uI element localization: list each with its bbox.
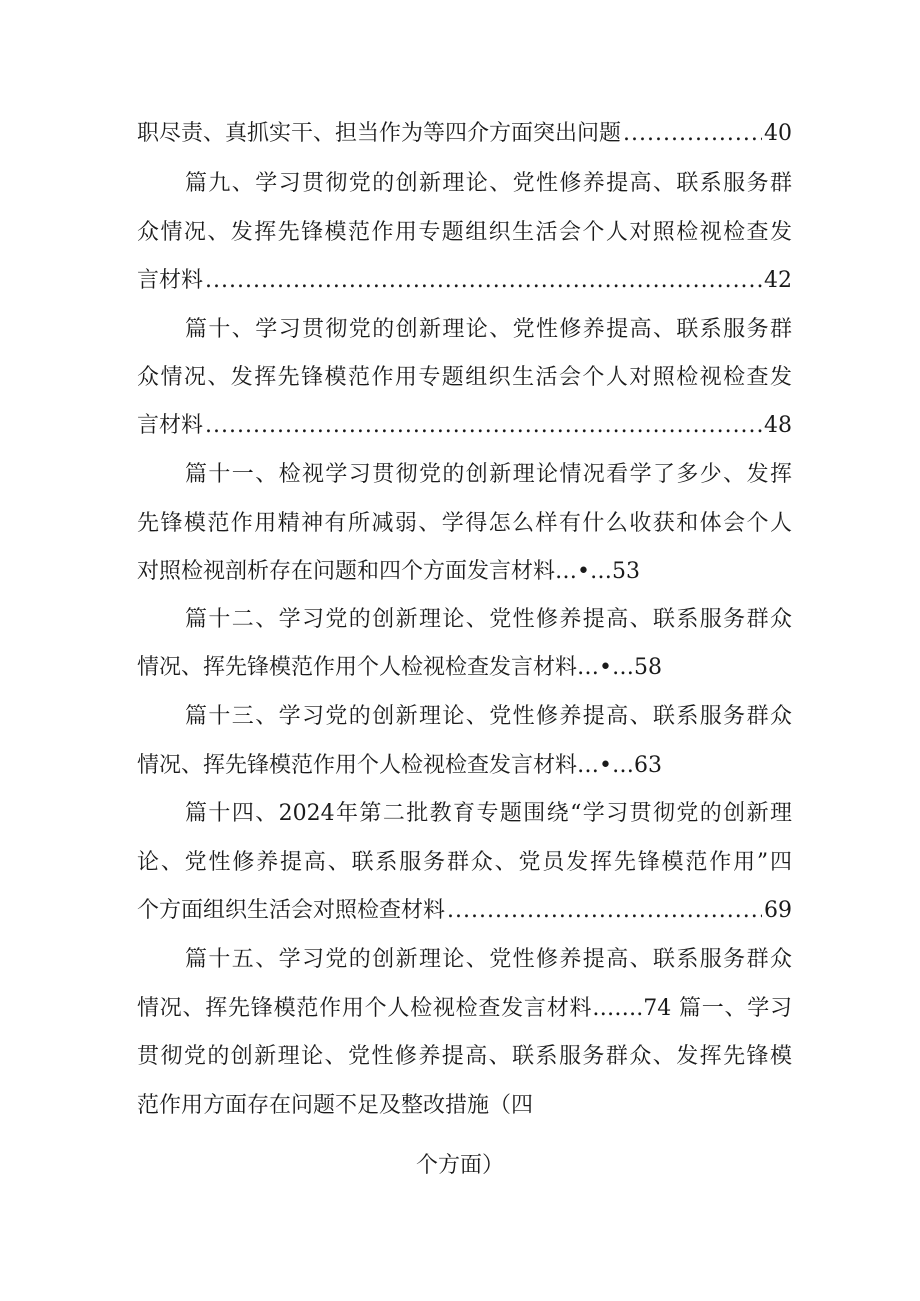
toc-entry-13-line2[interactable]: 情况、挥先锋模范作用个人检视检查发言材料…•…63 [137,753,662,778]
toc-entry-text: 个方面组织生活会对照检查材料 [137,898,446,923]
toc-entry-12-line1[interactable]: 篇十二、学习党的创新理论、党性修养提高、联系服务群众 [185,607,792,632]
toc-entry-15-line1[interactable]: 篇十五、学习党的创新理论、党性修养提高、联系服务群众 [185,947,792,972]
toc-entry-9-line1[interactable]: 篇九、学习贯彻党的创新理论、党性修养提高、联系服务群 [185,171,792,196]
toc-page-number: 40 [764,121,792,146]
toc-entry-10-line1[interactable]: 篇十、学习贯彻党的创新理论、党性修养提高、联系服务群 [185,317,792,342]
toc-page-number: 48 [764,413,792,438]
toc-entry-14-line2[interactable]: 论、党性修养提高、联系服务群众、党员发挥先锋模范作用”四 [137,850,792,875]
toc-entry-14-line1[interactable]: 篇十四、2024年第二批教育专题围绕“学习贯彻党的创新理 [185,801,792,826]
toc-page-number: 69 [764,898,792,923]
toc-leader-dots [623,118,762,150]
section-heading-tail: 个方面） [415,1153,504,1178]
toc-entry-10-line2[interactable]: 众情况、发挥先锋模范作用专题组织生活会个人对照检视检查发 [137,365,792,390]
toc-entry-14-line3[interactable] [137,895,792,927]
toc-entry-15-line3[interactable]: 贯彻党的创新理论、党性修养提高、联系服务群众、发挥先锋模 [137,1044,792,1069]
toc-entry-11-line3[interactable]: 对照检视剖析存在问题和四个方面发言材料…•…53 [137,559,640,584]
toc-entry-9-line2[interactable]: 众情况、发挥先锋模范作用专题组织生活会个人对照检视检查发 [137,220,792,245]
toc-entry-text: 言材料 [137,413,204,438]
toc-entry-12-line2[interactable]: 情况、挥先锋模范作用个人检视检查发言材料…•…58 [137,655,662,680]
toc-entry-15-line4[interactable]: 范作用方面存在问题不足及整改措施（四 [137,1093,534,1118]
toc-entry-13-line1[interactable]: 篇十三、学习党的创新理论、党性修养提高、联系服务群众 [185,704,792,729]
toc-page-number: 42 [764,268,792,293]
toc-entry-10-line3[interactable] [137,410,792,442]
toc-leader-dots [205,265,762,297]
toc-leader-dots [447,895,762,927]
toc-entry-continued[interactable] [137,118,792,150]
toc-leader-dots [205,410,762,442]
toc-entry-11-line2[interactable]: 先锋模范作用精神有所减弱、学得怎么样有什么收获和体会个人 [137,511,792,536]
toc-entry-9-line3[interactable] [137,265,792,297]
toc-entry-text: 言材料 [137,268,204,293]
toc-entry-text: 职尽责、真抓实干、担当作为等四介方面突出问题 [137,121,622,146]
toc-entry-11-line1[interactable]: 篇十一、检视学习贯彻党的创新理论情况看学了多少、发挥 [185,462,792,487]
toc-entry-15-line2[interactable]: 情况、挥先锋模范作用个人检视检查发言材料…….74 篇一、学习 [137,996,792,1021]
